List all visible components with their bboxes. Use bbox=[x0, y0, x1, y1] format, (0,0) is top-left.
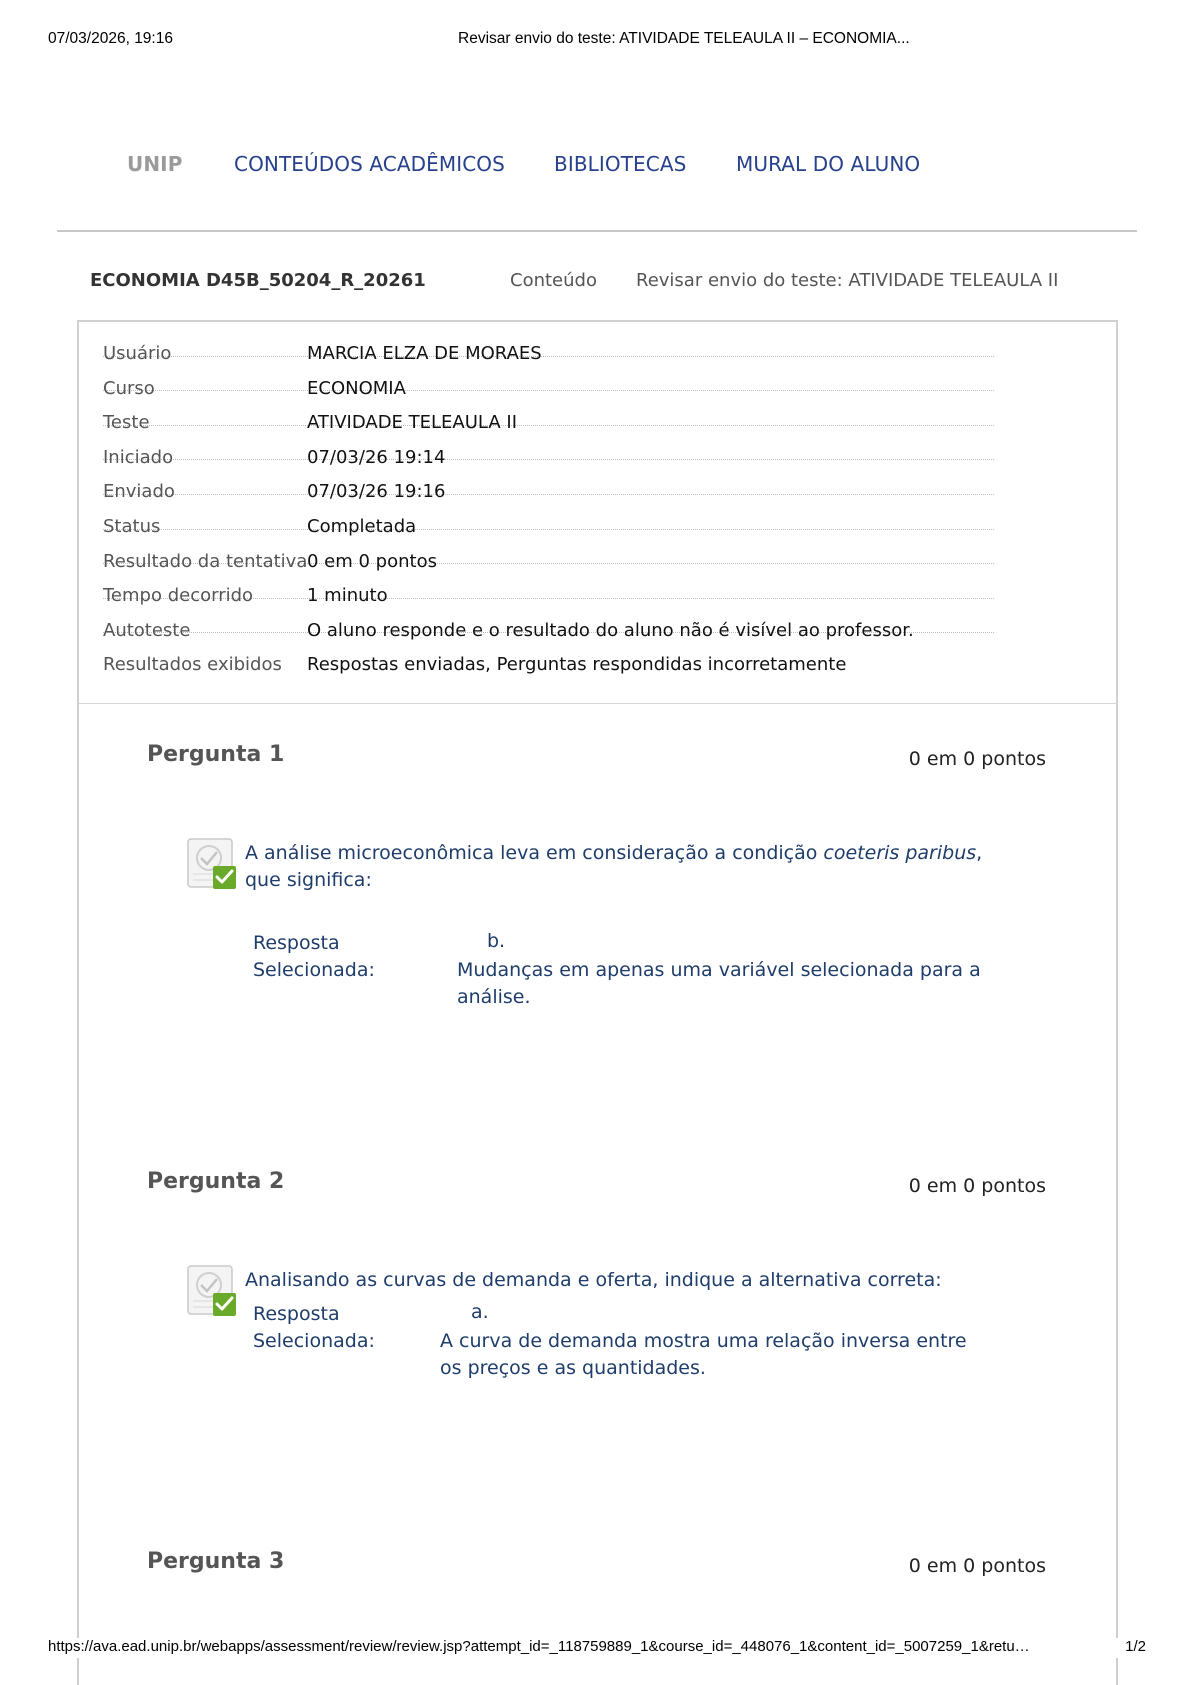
print-url: https://ava.ead.unip.br/webapps/assessment/review/review.jsp?attempt_id=_118759889_1&course_id=_448076_1&content_id=_5007259_1&retu… bbox=[48, 1638, 1030, 1655]
summary-row-enviado bbox=[103, 460, 994, 503]
print-footer bbox=[48, 1638, 1146, 1658]
answer-label: Resposta Selecionada: bbox=[253, 932, 375, 981]
breadcrumb bbox=[0, 270, 1192, 298]
answer-letter: a. bbox=[471, 1301, 489, 1323]
summary-label: Autoteste bbox=[103, 619, 191, 641]
nav-mural-do-aluno[interactable]: MURAL DO ALUNO bbox=[736, 152, 921, 176]
question-text-italic: coeteris paribus bbox=[823, 842, 977, 864]
question-title: Pergunta 2 bbox=[147, 1169, 285, 1194]
nav-conteudos-academicos[interactable]: CONTEÚDOS ACADÊMICOS bbox=[234, 152, 505, 176]
summary-value: 0 em 0 pontos bbox=[307, 550, 437, 572]
summary-value: ECONOMIA bbox=[307, 377, 406, 399]
breadcrumb-course[interactable]: ECONOMIA D45B_50204_R_20261 bbox=[90, 270, 426, 291]
summary-row-curso bbox=[103, 357, 994, 399]
answer-letter: b. bbox=[487, 930, 506, 952]
summary-value: 1 minuto bbox=[307, 585, 388, 607]
summary-row-autoteste bbox=[103, 599, 994, 641]
summary-value: ATIVIDADE TELEAULA II bbox=[307, 412, 518, 434]
summary-row-status bbox=[103, 495, 994, 537]
question-points: 0 em 0 pontos bbox=[908, 748, 1046, 770]
breadcrumb-current-page: Revisar envio do teste: ATIVIDADE TELEAULA II bbox=[636, 270, 1059, 291]
summary-label: Resultados exibidos bbox=[103, 654, 282, 676]
summary-label: Tempo decorrido bbox=[103, 585, 254, 607]
print-datetime: 07/03/2026, 19:16 bbox=[48, 30, 173, 47]
summary-value: 07/03/26 19:16 bbox=[307, 481, 446, 503]
top-navigation bbox=[0, 152, 1192, 186]
question-text bbox=[245, 840, 1005, 894]
summary-value: MARCIA ELZA DE MORAES bbox=[307, 343, 542, 364]
summary-label: Resultado da tentativa bbox=[103, 550, 308, 572]
answer-text: Mudanças em apenas uma variável selecionada para a análise. bbox=[457, 959, 981, 1008]
summary-row-resultado bbox=[103, 530, 994, 572]
nav-bibliotecas[interactable]: BIBLIOTECAS bbox=[554, 152, 687, 176]
summary-label: Iniciado bbox=[103, 446, 174, 468]
summary-row-usuario bbox=[103, 322, 994, 364]
question-title: Pergunta 1 bbox=[147, 742, 285, 767]
question-3 bbox=[79, 1549, 1116, 1649]
summary-row-teste bbox=[103, 391, 994, 434]
question-points: 0 em 0 pontos bbox=[908, 1555, 1046, 1577]
summary-label: Curso bbox=[103, 377, 155, 399]
answer-label: Resposta Selecionada: bbox=[253, 1303, 375, 1352]
summary-row-tempo bbox=[103, 564, 994, 607]
summary-value: Respostas enviadas, Perguntas respondidas incorretamente bbox=[307, 654, 847, 676]
print-page-title: Revisar envio do teste: ATIVIDADE TELEAULA II – ECONOMIA... bbox=[458, 30, 910, 47]
summary-label: Status bbox=[103, 516, 161, 537]
nav-unip[interactable]: UNIP bbox=[127, 152, 183, 176]
breadcrumb-content[interactable]: Conteúdo bbox=[510, 270, 597, 291]
review-panel bbox=[77, 320, 1118, 1685]
attempt-summary bbox=[79, 322, 1116, 704]
correct-check-icon bbox=[187, 838, 237, 890]
question-title: Pergunta 3 bbox=[147, 1549, 285, 1574]
summary-value: O aluno responde e o resultado do aluno não é visível ao professor. bbox=[307, 619, 914, 641]
question-text-part: , que significa: bbox=[245, 842, 983, 891]
question-1 bbox=[79, 742, 1116, 1122]
summary-row-resultados-exibidos bbox=[103, 633, 994, 676]
question-text-part: A análise microeconômica leva em consideração a condição bbox=[245, 842, 824, 864]
summary-label: Teste bbox=[103, 412, 150, 434]
print-header bbox=[48, 30, 1144, 50]
question-text: Analisando as curvas de demanda e oferta, indique a alternativa correta: bbox=[245, 1269, 942, 1291]
answer-text: A curva de demanda mostra uma relação inversa entre os preços e as quantidades. bbox=[440, 1330, 967, 1379]
summary-value: 07/03/26 19:14 bbox=[307, 446, 446, 468]
question-2 bbox=[79, 1169, 1116, 1499]
correct-check-icon bbox=[187, 1265, 237, 1317]
print-page-number: 1/2 bbox=[1125, 1638, 1146, 1655]
summary-row-iniciado bbox=[103, 426, 994, 468]
summary-label: Enviado bbox=[103, 481, 175, 503]
nav-divider bbox=[57, 230, 1137, 232]
summary-label: Usuário bbox=[103, 343, 172, 364]
question-points: 0 em 0 pontos bbox=[908, 1175, 1046, 1197]
summary-value: Completada bbox=[307, 516, 417, 537]
